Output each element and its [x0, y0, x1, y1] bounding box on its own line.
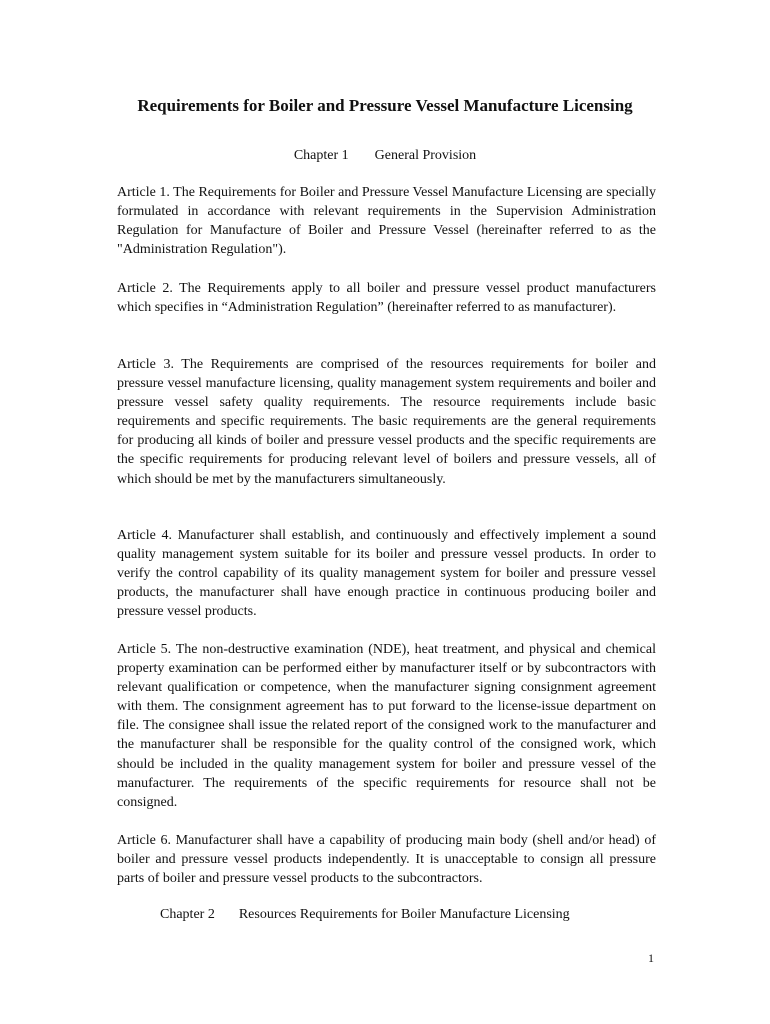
chapter-1-heading: [0, 146, 770, 165]
chapter-2-title: Resources Requirements for Boiler Manufacture Licensing: [238, 907, 570, 922]
article-3: Article 3. The Requirements are comprised of the resources requirements for boiler and pressure vessel manufacture licensing, quality management system requirements and boiler and pressure vessel safety quality requirements. The resource requirements include basic requirements and specific requirements. The basic requirements are the general requirements for producing all kinds of boiler and pressure vessel products and the specific requirements are the specific requirements for producing relevant level of boilers and pressure vessels, all of which should be met by the manufacturers simultaneously.: [117, 357, 656, 487]
article-2: Article 2. The Requirements apply to all boiler and pressure vessel product manufacturers which specifies in “Administration Regulation” (hereinafter referred to as manufacturer).: [117, 281, 656, 316]
chapter-2-heading: [160, 905, 570, 924]
chapter-1-number: Chapter 1: [293, 148, 349, 163]
article-6: Article 6. Manufacturer shall have a capability of producing main body (shell and/or head) of boiler and pressure vessel products independently. It is unacceptable to consign all pressure parts of boiler and pressure vessel products to the subcontractors.: [117, 833, 656, 887]
chapter-2-number: Chapter 2: [160, 907, 215, 922]
article-5: Article 5. The non-destructive examination (NDE), heat treatment, and physical and chemical property examination can be performed either by manufacturer itself or by subcontractors with relevant qualification or competence, when the manufacturer signing consignment agreement with them. The consignment agreement has to put forward to the license-issue department on file. The consignee shall issue the related report of the consigned work to the manufacturer and the manufacturer shall be responsible for the quality control of the consigned work, which should be included in the quality management system for boiler and pressure vessel of the manufacturer. The requirements of the specific requirements for resource shall not be consigned.: [117, 642, 656, 810]
chapter-1-title: General Provision: [374, 148, 477, 163]
article-1: Article 1. The Requirements for Boiler and Pressure Vessel Manufacture Licensing are specially formulated in accordance with relevant requirements in the Supervision Administration Regulation for Manufacture of Boiler and Pressure Vessel (hereinafter referred to as the "Administration Regulation").: [117, 185, 656, 258]
page-number: 1: [648, 951, 654, 965]
article-4: Article 4. Manufacturer shall establish, and continuously and effectively implement a sound quality management system suitable for its boiler and pressure vessel products. In order to verify the control capability of its quality management system for boiler and pressure vessel products, the manufacturer shall have enough practice in continuous producing boiler and pressure vessel products.: [117, 528, 656, 620]
document-title: Requirements for Boiler and Pressure Vessel Manufacture Licensing: [137, 96, 633, 115]
